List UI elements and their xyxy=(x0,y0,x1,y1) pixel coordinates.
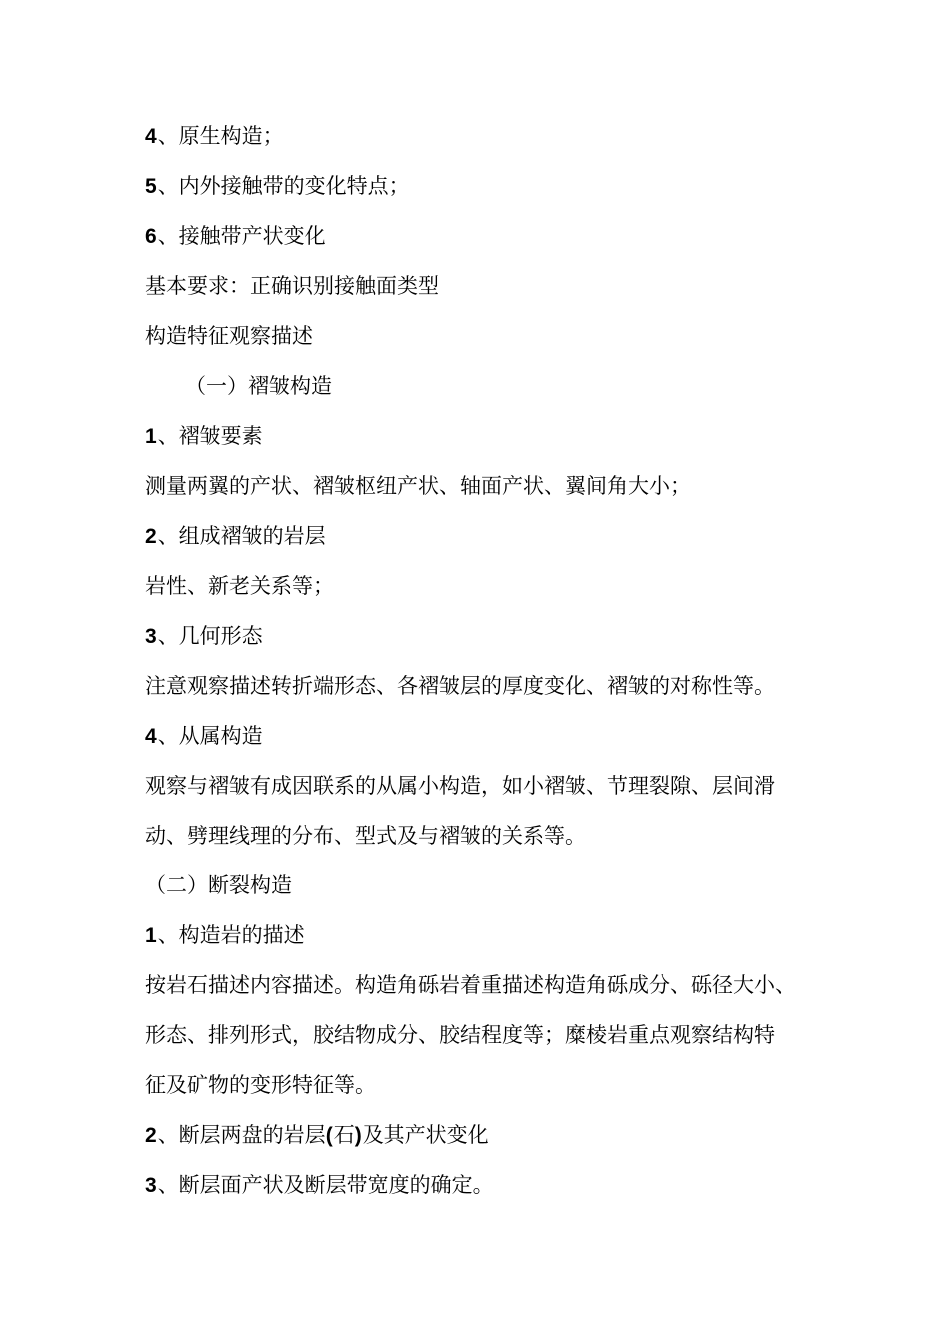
item-number: 4 xyxy=(145,125,157,148)
paragraph-text: 征及矿物的变形特征等。 xyxy=(145,1073,376,1097)
item-1-fold-elements xyxy=(145,421,263,451)
item-text: 、褶皱要素 xyxy=(157,424,263,448)
basic-requirement-line xyxy=(145,271,439,301)
item-text: 、断层面产状及断层带宽度的确定。 xyxy=(157,1173,494,1197)
subsection-fold-structure xyxy=(185,371,332,401)
item-number: 5 xyxy=(145,175,157,198)
item-text: 、组成褶皱的岩层 xyxy=(157,524,326,548)
section-heading-structure xyxy=(145,321,313,351)
item-number: 2 xyxy=(145,1124,157,1147)
item-number: 6 xyxy=(145,225,157,248)
item-6-contact-attitude xyxy=(145,221,326,251)
item-text: 、断层两盘的岩层 xyxy=(157,1123,326,1147)
paragraph-text: 形态、排列形式，胶结物成分、胶结程度等；糜棱岩重点观察结构特 xyxy=(145,1023,775,1047)
item-1-tectonite xyxy=(145,920,305,950)
item-4-primary-structure xyxy=(145,121,284,151)
tectonite-description-line-1 xyxy=(145,970,796,1000)
paren-close: ) xyxy=(354,1124,362,1147)
item-number: 4 xyxy=(145,725,157,748)
item-5-contact-zone-changes xyxy=(145,171,410,201)
item-3-fault-plane xyxy=(145,1170,494,1200)
item-text: 、几何形态 xyxy=(157,624,263,648)
paragraph-text: 动、劈理线理的分布、型式及与褶皱的关系等。 xyxy=(145,824,586,848)
paragraph-text: 注意观察描述转折端形态、各褶皱层的厚度变化、褶皱的对称性等。 xyxy=(145,674,775,698)
geometry-description xyxy=(145,671,775,701)
heading-text: （一）褶皱构造 xyxy=(185,374,332,398)
paragraph-text: 观察与褶皱有成因联系的从属小构造，如小褶皱、节理裂隙、层间滑 xyxy=(145,774,775,798)
subsection-fault-structure xyxy=(145,870,292,900)
paragraph-text: 岩性、新老关系等； xyxy=(145,574,334,598)
tectonite-description-line-3 xyxy=(145,1070,376,1100)
fold-elements-description xyxy=(145,471,691,501)
item-number: 3 xyxy=(145,625,157,648)
item-text: 、从属构造 xyxy=(157,724,263,748)
item-text: 、构造岩的描述 xyxy=(157,923,305,947)
item-text: 、接触带产状变化 xyxy=(157,224,326,248)
item-2-fault-walls xyxy=(145,1120,489,1150)
item-2-fold-strata xyxy=(145,521,326,551)
subsidiary-description-line-2 xyxy=(145,821,586,851)
heading-text: （二）断裂构造 xyxy=(145,873,292,897)
paragraph-text: 测量两翼的产状、褶皱枢纽产状、轴面产状、翼间角大小； xyxy=(145,474,691,498)
item-number: 3 xyxy=(145,1174,157,1197)
fold-strata-description xyxy=(145,571,334,601)
item-text: 、内外接触带的变化特点； xyxy=(157,174,410,198)
item-text-suffix: 及其产状变化 xyxy=(362,1123,489,1147)
paren-word: 石 xyxy=(333,1123,355,1147)
paren-open: ( xyxy=(325,1124,333,1147)
item-3-geometry xyxy=(145,621,263,651)
heading-text: 构造特征观察描述 xyxy=(145,324,313,348)
paragraph-text: 按岩石描述内容描述。构造角砾岩着重描述构造角砾成分、砾径大小、 xyxy=(145,973,796,997)
subsidiary-description-line-1 xyxy=(145,771,775,801)
item-text: 、原生构造； xyxy=(157,124,284,148)
paragraph-text: 基本要求：正确识别接触面类型 xyxy=(145,274,439,298)
item-4-subsidiary-structure xyxy=(145,721,263,751)
item-number: 2 xyxy=(145,525,157,548)
item-number: 1 xyxy=(145,924,157,947)
tectonite-description-line-2 xyxy=(145,1020,775,1050)
item-number: 1 xyxy=(145,425,157,448)
